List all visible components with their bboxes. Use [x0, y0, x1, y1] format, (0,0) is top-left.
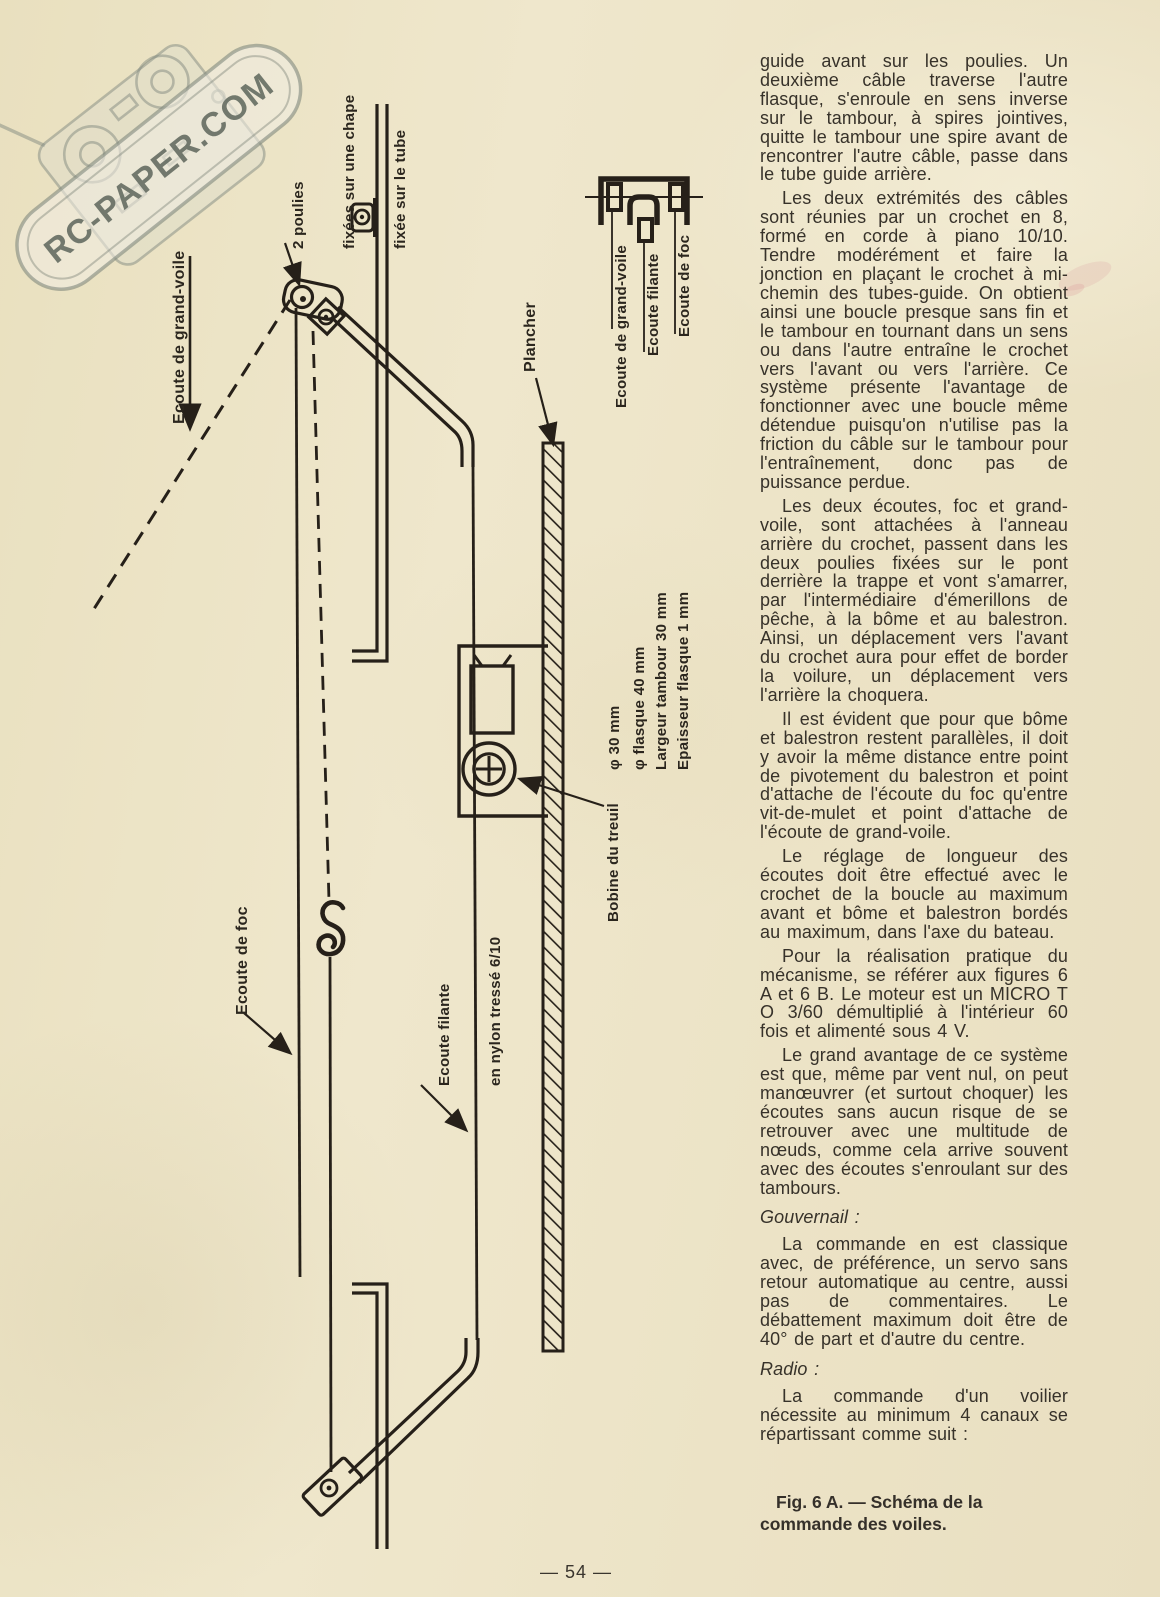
winch-assembly: [459, 646, 548, 816]
rear-guide-tube: [349, 1338, 478, 1483]
label-ecoute-grand-voile: Ecoute de grand-voile: [171, 250, 188, 424]
article-paragraph: La commande en est classique avec, de préférence, un servo sans retour automatique au centre, aussi pas de commentaires. Le débattement maximum doit être de 40° de part et d'autre du centre.: [760, 1234, 1068, 1349]
floor-plank: [543, 443, 563, 1351]
cable-ecoute-foc: [296, 308, 300, 1277]
label-ecoute-foc: Ecoute de foc: [234, 906, 251, 1015]
label-detail-grand-voile: Ecoute de grand-voile: [613, 245, 630, 408]
label-detail-filante: Ecoute filante: [645, 253, 662, 356]
rear-fixing-plate: [302, 1457, 363, 1516]
article-paragraph: Pour la réalisation pratique du mécanisme, se référer aux figures 6 A et 6 B. Le moteur est un MICRO T O 3/60 démultiplié à l'intérieur 60 fois et alimenté sous 4 V.: [760, 945, 1068, 1042]
cable-dashed-loop: [313, 331, 329, 901]
article-paragraph: Les deux extrémités des câbles sont réunies par un crochet en 8, formé en corde à piano 10/10. Tendre modérément et faire la jonction en plaçant le crochet à mi-chemin des tubes-guide. On obtient ainsi une boucle presque sans fin et le tambour en tournant dans un sens ou dans l'autre entraîne le crochet vers l'avant ou vers l'arrière. Ce système présente l'avantage de fonctionner avec une boucle même détendue puisqu'on n'utilise pas la friction du câble sur le tambour pour l'entraînement, donc pas de puissance perdue.: [760, 188, 1068, 492]
s-hook: [319, 902, 344, 954]
label-line: fixée sur le tube: [392, 129, 409, 249]
label-dim-flasque: φ flasque 40 mm: [631, 646, 648, 770]
cable-loop-lower: [330, 957, 331, 1472]
label-poulies-chape: [256, 84, 443, 249]
deck-tube-rear: [352, 1284, 387, 1549]
label-dim-largeur: Largeur tambour 30 mm: [653, 591, 670, 770]
label-detail-foc: Ecoute de foc: [676, 234, 693, 337]
winch-motor: [471, 666, 513, 733]
article-paragraph: Il est évident que pour que bôme et balestron restent parallèles, il doit y avoir la même distance entre point de pivotement du balestron et point d'attache de l'écoute du foc qu'entre vit-de-mulet et point d'attache de l'écoute de grand-voile.: [760, 708, 1068, 843]
label-dim-phi30: φ 30 mm: [606, 705, 623, 770]
article-paragraph: Les deux écoutes, foc et grand-voile, sont attachées à l'anneau arrière du crochet, passent dans les deux poulies fixées sur le pont derrière la trappe et vont s'amarrer, par l'intermédiaire d'émerillons de pêche, à la bôme et au balestron. Ainsi, un déplacement vers l'avant du crochet aura pour effet de border la voilure, un déplacement vers l'arrière la choquera.: [760, 495, 1068, 705]
label-line: Ecoute filante: [436, 983, 453, 1086]
arrow-filante: [421, 1085, 466, 1130]
article-paragraph: guide avant sur les poulies. Un deuxième câble traverse l'autre flasque, s'enroule en sens inverse sur le tambour, à spires jointives, quitte le tambour une spire avant de rencontrer l'autre câble, passe dans le tube guide arrière.: [760, 51, 1068, 185]
arrow-foc: [244, 1013, 290, 1053]
arrow-plancher: [536, 378, 553, 444]
label-ecoute-filante: [402, 912, 538, 1086]
section-heading: Gouvernail :: [760, 1207, 860, 1228]
article-paragraph: Le grand avantage de ce système est que, même par vent nul, on peut manœuvrer (et surtout choquer) les écoutes sans aucun risque de se retrouver avec une multitude de nœuds, comme cela arrive souvent avec des écoutes s'enroulant sur des tambours.: [760, 1045, 1068, 1198]
label-plancher: Plancher: [522, 302, 539, 372]
arrow-chape: [285, 243, 299, 284]
label-line: fixées sur une chape: [341, 94, 358, 249]
label-bobine-treuil: Bobine du treuil: [605, 803, 622, 922]
front-guide-tube: [331, 307, 473, 467]
article-paragraph: La commande d'un voilier nécessite au minimum 4 canaux se répartissant comme suit :: [760, 1385, 1068, 1444]
cable-ecoute-filante: [473, 467, 477, 1340]
pulley-spools: [606, 182, 685, 243]
page-number-text: — 54 —: [540, 1562, 613, 1582]
article-paragraph: Le réglage de longueur des écoutes doit être effectué avec le crochet de la boucle au maximum avant et bôme et balestron bordés au maximum, dans l'axe du bateau.: [760, 846, 1068, 942]
figure-caption: Fig. 6 A. — Schéma de la commande des voiles.: [760, 1492, 983, 1534]
label-dim-epaisseur: Epaisseur flasque 1 mm: [675, 591, 692, 770]
chape-pulleys: [281, 277, 345, 334]
label-line: 2 poulies: [290, 181, 307, 249]
watermark-text: RC-PAPER.COM: [37, 65, 282, 271]
article-column: [760, 52, 1068, 1448]
cables: [92, 300, 477, 1472]
section-heading: Radio :: [760, 1358, 820, 1379]
label-line: en nylon tressé 6/10: [487, 936, 504, 1086]
